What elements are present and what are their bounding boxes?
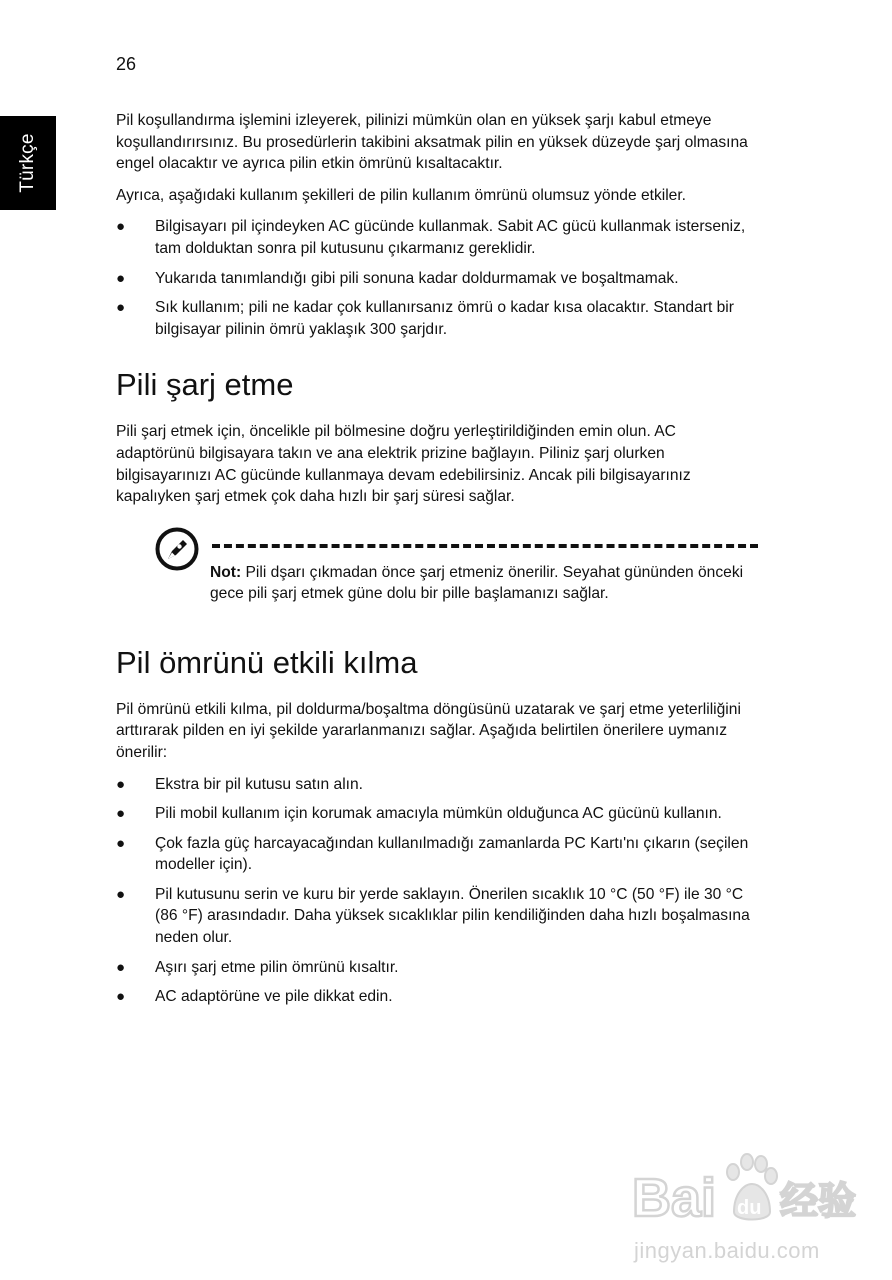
list-item xyxy=(116,833,756,876)
baidu-watermark xyxy=(630,1142,860,1272)
watermark-url: jingyan.baidu.com xyxy=(634,1238,820,1263)
note-pen-icon xyxy=(154,526,200,572)
list-item-text: Çok fazla güç harcayacağından kullanılmadığı zamanlarda PC Kartı'nı çıkarın (seçilen modeller için). xyxy=(155,834,749,874)
bullet-icon: ● xyxy=(116,834,126,852)
language-side-tab xyxy=(0,116,56,210)
note-label: Not: xyxy=(210,563,242,581)
language-side-tab-label: Türkçe xyxy=(17,133,38,193)
list-item-text: Yukarıda tanımlandığı gibi pili sonuna kadar doldurmamak ve boşaltmamak. xyxy=(155,269,679,287)
bullet-icon: ● xyxy=(116,269,126,287)
list-item-text: Pil kutusunu serin ve kuru bir yerde saklayın. Önerilen sıcaklık 10 °C (50 °F) ile 30 °C (86 °F) arasındadır. Daha yüksek sıcaklıklar pilin kendiliğinden daha hızlı boşalmasına neden olur. xyxy=(155,885,750,947)
list-item-text: Sık kullanım; pili ne kadar çok kullanırsanız ömrü o kadar kısa olacaktır. Standart bir bilgisayar pilinin ömrü yaklaşık 300 şarjdır. xyxy=(155,299,734,338)
charging-paragraph: Pili şarj etmek için, öncelikle pil bölmesine doğru yerleştirildiğinden emin olun. AC adaptörünü bilgisayara takın ve ana elektrik prizine bağlayın. Piliniz şarj olurken bilgisayarınızı AC gücünde kullanmaya devam edebilirsiniz. Ancak pili bilgisayarınız kapalıyken şarj etmek çok daha hızlı bir şarj süresi sağlar. xyxy=(116,423,691,506)
usage-bullet-list xyxy=(116,216,756,340)
list-item xyxy=(116,297,756,340)
charging-heading: Pili şarj etme xyxy=(116,367,294,403)
tips-bullet-list xyxy=(116,774,756,1008)
intro-paragraph-2: Ayrıca, aşağıdaki kullanım şekilleri de pilin kullanım ömrünü olumsuz yönde etkiler. xyxy=(116,186,687,204)
bullet-icon: ● xyxy=(116,805,126,823)
note-text xyxy=(210,562,758,605)
logo-text-jingyan: 经验 xyxy=(780,1179,857,1223)
bullet-icon: ● xyxy=(116,218,126,236)
list-item xyxy=(116,268,756,290)
note-dashed-rule xyxy=(212,544,758,548)
list-item-text: AC adaptörüne ve pile dikkat edin. xyxy=(155,988,393,1006)
list-item xyxy=(116,986,756,1008)
bullet-icon: ● xyxy=(116,775,126,793)
battery-life-heading: Pil ömrünü etkili kılma xyxy=(116,644,418,680)
list-item-text: Aşırı şarj etme pilin ömrünü kısaltır. xyxy=(155,958,399,976)
list-item xyxy=(116,774,756,796)
list-item xyxy=(116,803,756,825)
bullet-icon: ● xyxy=(116,299,126,317)
bullet-icon: ● xyxy=(116,885,126,903)
list-item-text: Bilgisayarı pil içindeyken AC gücünde kullanmak. Sabit AC gücü kullanmak isterseniz, tam dolduktan sonra pil kutusunu çıkarmanız gereklidir. xyxy=(155,218,746,257)
page-number: 26 xyxy=(116,54,137,74)
battery-life-paragraph: Pil ömrünü etkili kılma, pil doldurma/boşaltma döngüsünü uzatarak ve şarj etme yeterliliğini arttırarak pilden en iyi şekilde yararlanmanızı sağlar. Aşağıda belirtilen önerilere uymanız önerilir: xyxy=(116,700,741,761)
list-item-text: Ekstra bir pil kutusu satın alın. xyxy=(155,775,364,793)
bullet-icon: ● xyxy=(116,958,126,976)
note-body: Pili dşarı çıkmadan önce şarj etmeniz önerilir. Seyahat gününden önceki gece pili şarj etmek güne dolu bir pille başlamanızı sağlar. xyxy=(210,563,744,603)
logo-text-bai: Bai xyxy=(632,1168,717,1228)
list-item xyxy=(116,884,756,949)
logo-text-du: du xyxy=(737,1197,762,1219)
note-block xyxy=(154,524,756,614)
bullet-icon: ● xyxy=(116,988,126,1006)
list-item-text: Pili mobil kullanım için korumak amacıyla mümkün olduğunca AC gücünü kullanın. xyxy=(155,805,722,823)
page-content xyxy=(116,110,756,1016)
intro-paragraph-1: Pil koşullandırma işlemini izleyerek, pilinizi mümkün olan en yüksek şarjı kabul etmeye koşullandırırsınız. Bu prosedürlerin takibini aksatmak pilin en yüksek düzeyde şarj olmasına engel olacaktır ve ayrıca pilin etkin ömrünü kısaltacaktır. xyxy=(116,112,748,173)
list-item xyxy=(116,216,756,259)
list-item xyxy=(116,957,756,979)
baidu-paw-logo-icon xyxy=(630,1142,860,1234)
